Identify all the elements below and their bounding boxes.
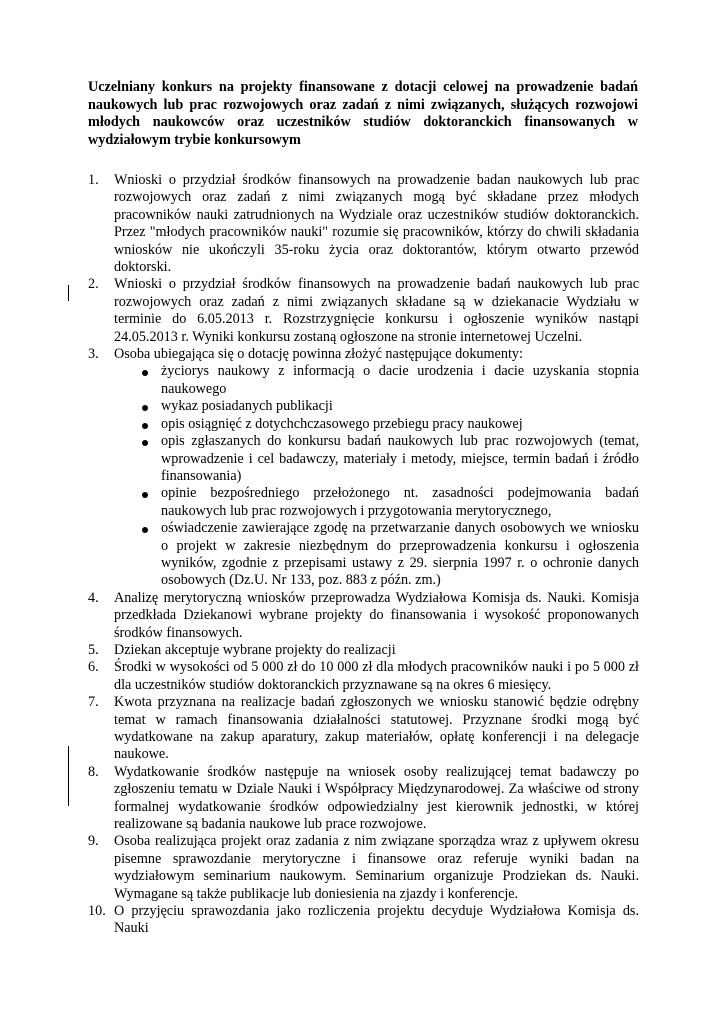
item-text: Wydatkowanie środków następuje na wniosek osoby realizującej temat badawczy po zgłoszeniu tematu w Dziale Nauki i Współpracy Międzynarodowej. Za właściwe od strony formalnej wydatkowanie środków odpowiedzialny jest kierownik jednostki, w której realizowane są badania naukowe lub prace rozwojowe. bbox=[114, 763, 639, 833]
item-text: Wnioski o przydział środków finansowych na prowadzenie badań naukowych lub prac rozwojowych oraz zadań z nimi związanych składane są w dziekanacie Wydziału w terminie do 6.05.2013 r. Rozstrzygnięcie konkursu i ogłoszenie wyników nastąpi 24.05.2013 r. Wyniki konkursu zostaną ogłoszone na stronie internetowej Uczelni. bbox=[114, 276, 639, 345]
change-bar bbox=[68, 746, 69, 806]
item-number: 10. bbox=[88, 903, 106, 920]
item-text: Dziekan akceptuje wybrane projekty do realizacji bbox=[114, 641, 396, 658]
item-text: Osoba ubiegająca się o dotację powinna złożyć następujące dokumenty: bbox=[114, 346, 523, 363]
document-title: Uczelniany konkurs na projekty finansowane z dotacji celowej na prowadzenie badań naukowych lub prac rozwojowych oraz zadań z nimi związanych, służących rozwojowi młodych naukowców oraz uczestników studiów doktoranckich finansowanych w wydziałowym trybie konkursowym bbox=[88, 79, 638, 148]
bullet-text: opis zgłaszanych do konkursu badań naukowych lub prac rozwojowych (temat, wprowadzenie i cel badawczy, materiały i metody, miejsce, termin badań i źródło finansowania) bbox=[161, 433, 639, 484]
bullet-item bbox=[139, 485, 639, 520]
item-text: Wnioski o przydział środków finansowych na prowadzenie badan naukowych lub prac rozwojowych oraz zadań z nimi związanych mogą być składane przez młodych pracowników nauki zatrudnionych na Wydziale oraz uczestników studiów doktoranckich. Przez "młodych pracowników nauki" rozumie się pracowników, którzy do chwili składania wniosków nie ukończyli 35-roku życia oraz doktorantów, którym otwarto przewód doktorski. bbox=[114, 172, 639, 276]
bullet-icon bbox=[142, 492, 148, 498]
list-item bbox=[88, 590, 639, 642]
item-number: 1. bbox=[88, 172, 99, 188]
bullet-item bbox=[139, 363, 639, 398]
bullet-text: opinie bezpośredniego przełożonego nt. zasadności podejmowania badań naukowych lub prac rozwojowych i przygotowania merytorycznego, bbox=[161, 485, 639, 519]
list-item bbox=[88, 346, 639, 590]
list-item bbox=[88, 903, 639, 938]
item-text: Środki w wysokości od 5 000 zł do 10 000 zł dla młodych pracowników nauki i po 5 000 zł dla uczestników studiów doktoranckich przyznawane są na okres 6 miesięcy. bbox=[114, 659, 639, 693]
bullet-item bbox=[139, 416, 639, 433]
item-number: 5. bbox=[88, 641, 99, 658]
bullet-text: wykaz posiadanych publikacji bbox=[161, 398, 333, 415]
item-number: 6. bbox=[88, 659, 99, 676]
bullet-item bbox=[139, 520, 639, 590]
item-number: 9. bbox=[88, 833, 99, 850]
item-text: Osoba realizująca projekt oraz zadania z nim związane sporządza wraz z upływem okresu pisemne sprawozdanie merytoryczne i finansowe oraz referuje wyniki badan na wydziałowym seminarium naukowym. Seminarium organizuje Prodziekan ds. Nauki. Wymagane są także publikacje lub doniesienia na zjazdy i konferencje. bbox=[114, 833, 639, 902]
item-number: 2. bbox=[88, 276, 99, 293]
bullet-icon bbox=[142, 527, 148, 533]
item-number: 8. bbox=[88, 763, 99, 780]
item-number: 4. bbox=[88, 589, 99, 606]
numbered-list bbox=[88, 172, 639, 938]
item-text: Kwota przyznana na realizacje badań zgłoszonych we wniosku stanowić będzie odrębny temat w ramach finansowania działalności statutowej. Przyznane środki mogą być wydatkowane na zakup aparatury, zakup materiałów, opłatę konferencji i na delegacje naukowe. bbox=[114, 694, 639, 763]
list-item bbox=[88, 276, 639, 346]
item-number: 3. bbox=[88, 346, 99, 363]
change-bar bbox=[68, 285, 69, 301]
list-item bbox=[88, 172, 639, 276]
list-item bbox=[88, 764, 639, 834]
bullet-list bbox=[114, 363, 639, 589]
list-item bbox=[88, 694, 639, 764]
list-item bbox=[88, 642, 639, 659]
bullet-icon bbox=[142, 423, 148, 429]
item-text: Analizę merytoryczną wniosków przeprowadza Wydziałowa Komisja ds. Nauki. Komisja przedkłada Dziekanowi wybrane projekty do finansowania i wysokość proponowanych środków finansowych. bbox=[114, 589, 639, 641]
bullet-item bbox=[139, 398, 639, 415]
item-text: O przyjęciu sprawozdania jako rozliczenia projektu decyduje Wydziałowa Komisja ds. Nauki bbox=[114, 903, 639, 937]
bullet-icon bbox=[142, 440, 148, 446]
bullet-text: opis osiągnięć z dotychchczasowego przebiegu pracy naukowej bbox=[161, 415, 523, 432]
list-item bbox=[88, 659, 639, 694]
item-number: 7. bbox=[88, 694, 99, 711]
bullet-text: życiorys naukowy z informacją o dacie urodzenia i dacie uzyskania stopnia naukowego bbox=[161, 363, 639, 397]
bullet-icon bbox=[142, 405, 148, 411]
bullet-icon bbox=[142, 370, 148, 376]
list-item bbox=[88, 833, 639, 903]
bullet-item bbox=[139, 433, 639, 485]
bullet-text: oświadczenie zawierające zgodę na przetwarzanie danych osobowych we wniosku o projekt w zakresie niezbędnym do przeprowadzenia konkursu i ogłoszenia wyników, zgodnie z przepisami ustawy z 29. sierpnia 1997 r. o ochronie danych osobowych (Dz.U. Nr 133, poz. 883 z późn. zm.) bbox=[161, 520, 639, 589]
